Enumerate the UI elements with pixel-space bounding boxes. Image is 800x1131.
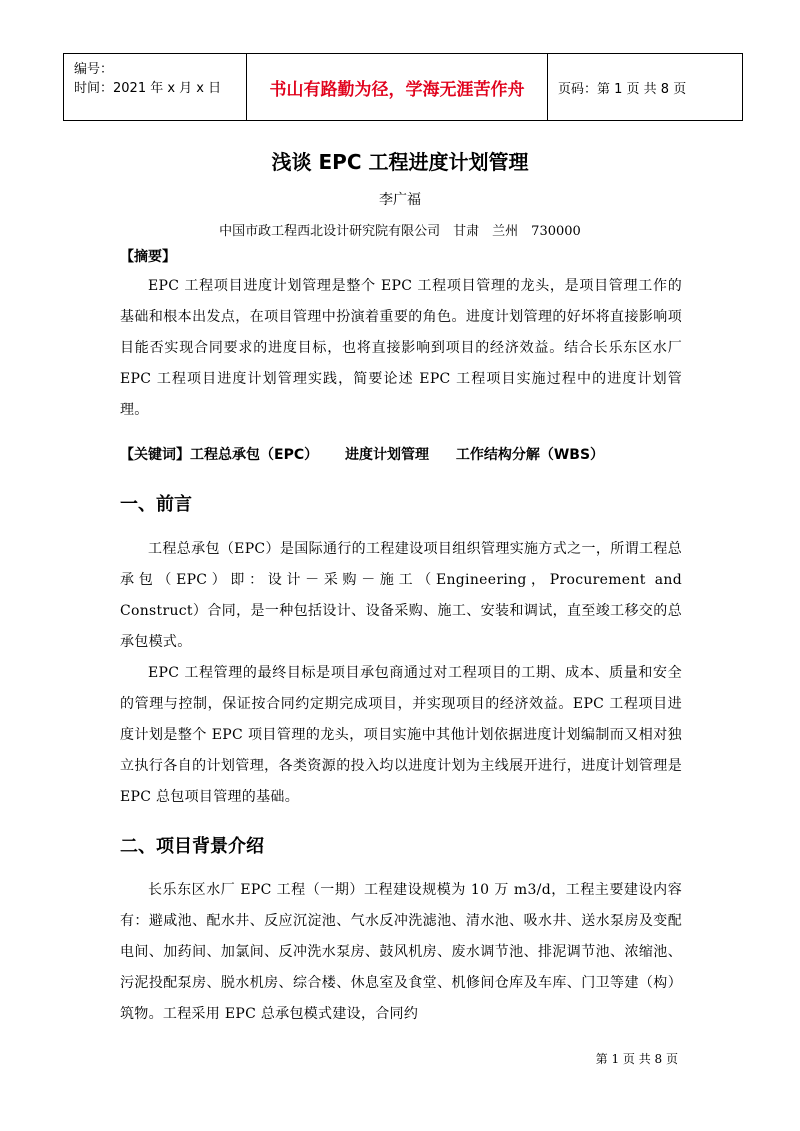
affiliation: 中国市政工程西北设计研究院有限公司 甘肃 兰州 730000 xyxy=(219,224,581,239)
number-label: 编号： xyxy=(74,62,114,77)
section2-body xyxy=(120,875,682,1030)
section2-heading: 二、项目背景介绍 xyxy=(120,836,264,857)
header-table xyxy=(63,53,743,121)
section1-heading: 一、前言 xyxy=(120,494,192,515)
keyword-3: 工作结构分解（WBS） xyxy=(455,447,605,463)
section1-body xyxy=(120,534,682,813)
section2-paragraph-1: 长乐东区水厂 EPC 工程（一期）工程建设规模为 10 万 m3/d，工程主要建设内容有：避咸池、配水井、反应沉淀池、气水反冲洗滤池、清水池、吸水井、送水泵房及变配电间、加药间、加氯间、反冲洗水泵房、鼓风机房、废水调节池、排泥调节池、浓缩池、污泥投配泵房、脱水机房、综合楼、休息室及食堂、机修间仓库及车库、门卫等建（构）筑物。工程采用 EPC 总承包模式建设，合同约 xyxy=(120,882,682,1022)
keywords xyxy=(120,444,682,464)
page-footer: 第 1 页 共 8 页 xyxy=(595,1052,678,1066)
time-label: 时间：2021 年 x 月 x 日 xyxy=(74,81,222,96)
keywords-label: 【关键词】工程总承包（EPC） xyxy=(120,447,319,463)
section1-paragraph-2: EPC 工程管理的最终目标是项目承包商通过对工程项目的工期、成本、质量和安全的管理与控制，保证按合同约定期完成项目，并实现项目的经济效益。EPC 工程项目进度计划是整个 EPC 项目管理的龙头，项目实施中其他计划依据进度计划编制而又相对独立执行各自的计划管理，各类资源的投入均以进度计划为主线展开进行，进度计划管理是 EPC 总包项目管理的基础。 xyxy=(120,665,682,805)
header-meta-cell xyxy=(64,54,247,121)
header-motto: 书山有路勤为径，学海无涯苦作舟 xyxy=(247,54,548,121)
section1-paragraph-1: 工程总承包（EPC）是国际通行的工程建设项目组织管理实施方式之一，所谓工程总承包（EPC）即：设计－采购－施工（Engineering，Procurement and Construct）合同，是一种包括设计、设备采购、施工、安装和调试，直至竣工移交的总承包模式。 xyxy=(120,541,682,650)
keyword-2: 进度计划管理 xyxy=(344,447,429,463)
abstract-label: 【摘要】 xyxy=(120,249,176,265)
header-page-label: 页码：第 1 页 共 8 页 xyxy=(548,54,743,121)
document-title: 浅谈 EPC 工程进度计划管理 xyxy=(271,150,529,174)
abstract-text: EPC 工程项目进度计划管理是整个 EPC 工程项目管理的龙头，是项目管理工作的基础和根本出发点，在项目管理中扮演着重要的角色。进度计划管理的好坏将直接影响项目能否实现合同要求的进度目标，也将直接影响到项目的经济效益。结合长乐东区水厂 EPC 工程项目进度计划管理实践，简要论述 EPC 工程项目实施过程中的进度计划管理。 xyxy=(120,278,682,418)
author: 李广福 xyxy=(379,192,421,208)
